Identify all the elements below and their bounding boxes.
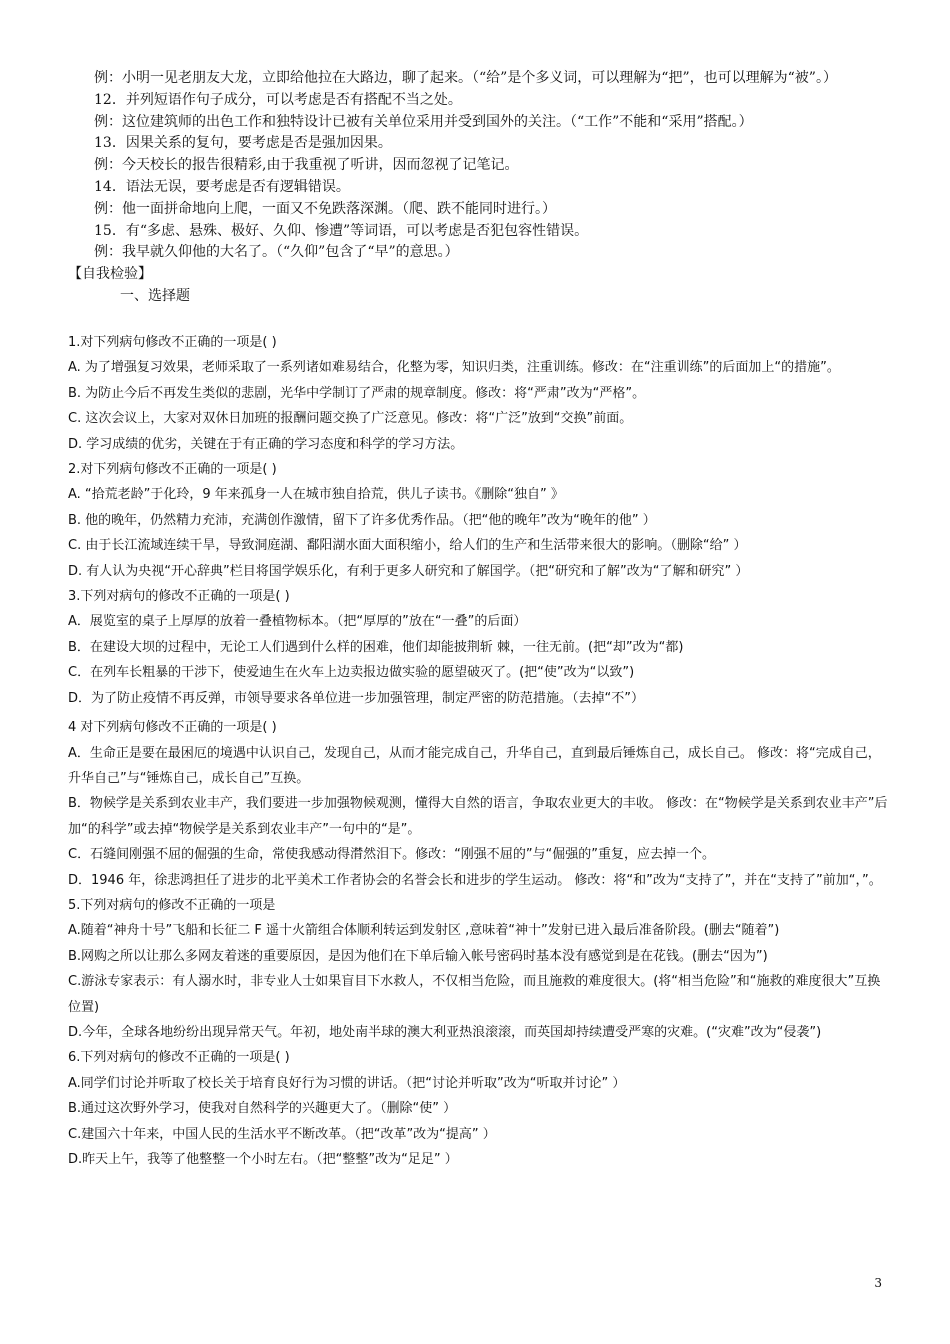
- question-stem: 5.下列对病句的修改不正确的一项是: [68, 897, 276, 913]
- option-d: D．1946 年，徐悲鸿担任了进步的北平美术工作者协会的名誉会长和进步的学生运动。 修改：将“和”改为“支持了”，并在“支持了”前加“，”。: [68, 872, 882, 888]
- option-a: A．展览室的桌子上厚厚的放着一叠植物标本。（把“厚厚的”放在“一叠”的后面）: [68, 614, 527, 630]
- option-b: B. 为防止今后不再发生类似的悲剧，光华中学制订了严肃的规章制度。修改：将“严肃”改为“严格”。: [68, 385, 646, 401]
- rule-line: 例：他一面拼命地向上爬，一面又不免跌落深渊。（爬、跌不能同时进行。）: [94, 200, 556, 217]
- option-d: D．为了防止疫情不再反弹，市领导要求各单位进一步加强管理，制定严密的防范措施。（去掉“不”）: [68, 690, 644, 706]
- option-a: A．生命正是要在最困厄的境遇中认识自己，发现自己，从而才能完成自己，升华自己，直到最后锤炼自己，成长自己。 修改：将“完成自己，升华自己”与“锤炼自己，成长自己”互换。: [68, 745, 881, 786]
- option-d: D. 有人认为央视“开心辞典”栏目将国学娱乐化，有利于更多人研究和了解国学。（把“研究和了解”改为“了解和研究” ）: [68, 563, 749, 579]
- rule-line: 例：这位建筑师的出色工作和独特设计已被有关单位采用并受到国外的关注。（“工作”不能和“采用”搭配。）: [94, 113, 753, 130]
- rule-line: 15．有“多虑、悬殊、极好、久仰、惨遭”等词语，可以考虑是否犯包容性错误。: [94, 222, 589, 239]
- option-b: B．在建设大坝的过程中，无论工人们遇到什么样的困难，他们却能披荆斩 棘，一往无前。(把“却”改为“都): [68, 639, 684, 655]
- rule-line: 例：今天校长的报告很精彩,由于我重视了听讲，因而忽视了记笔记。: [94, 157, 519, 174]
- option-c: C. 由于长江流域连续干旱，导致洞庭湖、鄱阳湖水面大面积缩小，给人们的生产和生活带来很大的影响。（删除“给” ）: [68, 538, 747, 554]
- option-a: A.随着“神舟十号”飞船和长征二 F 遥十火箭组合体顺利转运到发射区 ,意味着“神十”发射已进入最后准备阶段。(删去“随着”): [68, 923, 780, 939]
- option-d: D.昨天上午，我等了他整整一个小时左右。（把“整整”改为“足足” ）: [68, 1152, 458, 1167]
- question-3: [68, 584, 890, 711]
- question-5: [68, 893, 890, 1045]
- rules-section: [68, 68, 890, 308]
- option-a: A. “拾荒老龄”于化玲，9 年来孤身一人在城市独自拾荒，供儿子读书。《删除“独自” 》: [68, 487, 564, 503]
- option-d: D. 学习成绩的优劣，关键在于有正确的学习态度和科学的学习方法。: [68, 436, 464, 452]
- question-4: [68, 715, 890, 893]
- option-a: A.同学们讨论并听取了校长关于培育良好行为习惯的讲话。（把“讨论并听取”改为“听取并讨论” ）: [68, 1075, 626, 1091]
- option-c: C.建国六十年来，中国人民的生活水平不断改革。（把“改革”改为“提高” ）: [68, 1126, 496, 1142]
- section-title: 【自我检验】: [68, 266, 152, 283]
- question-stem: 4 对下列病句修改不正确的一项是( ): [68, 720, 277, 736]
- option-d: D.今年，全球各地纷纷出现异常天气。年初，地处南半球的澳大利亚热浪滚滚，而英国却持续遭受严寒的灾难。(“灾难”改为“侵袭”): [68, 1024, 822, 1040]
- rule-line: 例：我早就久仰他的大名了。（“久仰”包含了“早”的意思。）: [94, 244, 459, 261]
- question-stem: 3.下列对病句的修改不正确的一项是( ): [68, 589, 290, 605]
- option-c: C.游泳专家表示：有人溺水时，非专业人士如果盲目下水救人，不仅相当危险，而且施救的难度很大。(将“相当危险”和“施救的难度很大”互换位置): [68, 974, 881, 1015]
- question-2: [68, 457, 890, 584]
- rule-line: 13．因果关系的复句，要考虑是否是强加因果。: [94, 135, 392, 152]
- questions-section: [68, 330, 890, 1172]
- option-c: C．石缝间刚强不屈的倔强的生命，常使我感动得潸然泪下。修改：“刚强不屈的”与“倔强的”重复，应去掉一个。: [68, 847, 716, 863]
- rule-line: 14．语法无误，要考虑是否有逻辑错误。: [94, 178, 350, 195]
- option-c: C．在列车长粗暴的干涉下，使爱迪生在火车上边卖报边做实验的愿望破灭了。(把“使”改为“以致”): [68, 665, 635, 681]
- rule-line: 例：小明一见老朋友大龙，立即给他拉在大路边，聊了起来。（“给”是个多义词，可以理解为“把”，也可以理解为“被”。）: [94, 70, 837, 86]
- subsection-title: 一、选择题: [120, 287, 190, 304]
- option-b: B.网购之所以让那么多网友着迷的重要原因，是因为他们在下单后输入帐号密码时基本没有感觉到是在花钱。(删去“因为”): [68, 948, 768, 964]
- question-stem: 1.对下列病句修改不正确的一项是( ): [68, 335, 277, 350]
- option-b: B. 他的晚年，仍然精力充沛，充满创作激情，留下了许多优秀作品。（把“他的晚年”改为“晚年的他” ）: [68, 512, 656, 528]
- question-stem: 2.对下列病句修改不正确的一项是( ): [68, 462, 277, 478]
- option-a: A. 为了增强复习效果，老师采取了一系列诸如难易结合，化整为零，知识归类，注重训练。修改：在“注重训练”的后面加上“的措施”。: [68, 360, 840, 376]
- question-1: [68, 330, 890, 457]
- rule-line: 12．并列短语作句子成分，可以考虑是否有搭配不当之处。: [94, 91, 462, 108]
- option-c: C. 这次会议上，大家对双休日加班的报酬问题交换了广泛意见。修改：将“广泛”放到“交换”前面。: [68, 411, 633, 427]
- page-number: 3: [874, 1276, 882, 1290]
- question-stem: 6.下列对病句的修改不正确的一项是( ): [68, 1050, 290, 1066]
- option-b: B．物候学是关系到农业丰产，我们要进一步加强物候观测，懂得大自然的语言，争取农业更大的丰收。 修改：在“物候学是关系到农业丰产”后加“的科学”或去掉“物候学是关系到农业丰产”一句中的“是”。: [68, 796, 888, 837]
- option-b: B.通过这次野外学习，使我对自然科学的兴趣更大了。（删除“使” ）: [68, 1101, 457, 1117]
- question-6: [68, 1045, 890, 1172]
